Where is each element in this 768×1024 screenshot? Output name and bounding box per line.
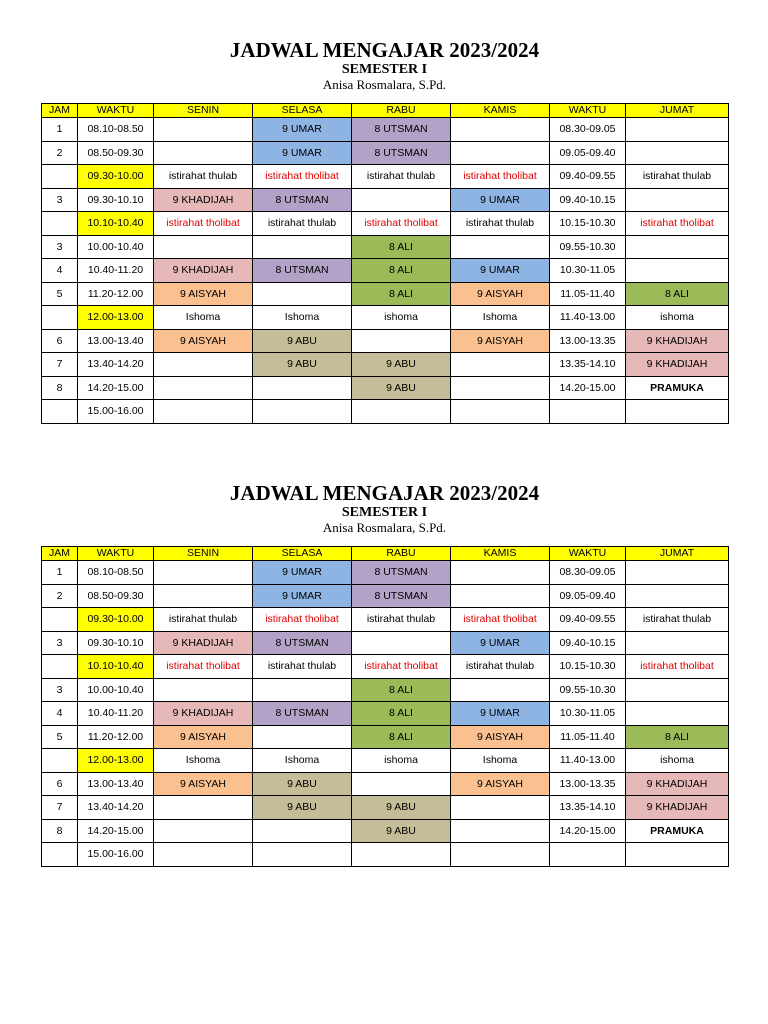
table-row <box>42 725 729 749</box>
cell-waktu-jumat <box>550 400 626 424</box>
cell-jumat <box>626 400 729 424</box>
table-row <box>42 608 729 632</box>
cell-waktu-jumat: 10.30-11.05 <box>550 702 626 726</box>
cell-waktu: 10.10-10.40 <box>78 655 154 679</box>
cell-senin <box>154 843 253 867</box>
cell-jumat <box>626 631 729 655</box>
cell-selasa: istirahat thulab <box>253 655 352 679</box>
cell-rabu: ishoma <box>352 306 451 330</box>
cell-senin: istirahat tholibat <box>154 655 253 679</box>
cell-jumat <box>626 678 729 702</box>
cell-waktu: 10.10-10.40 <box>78 212 154 236</box>
cell-selasa <box>253 282 352 306</box>
cell-waktu-jumat: 09.55-10.30 <box>550 235 626 259</box>
cell-jumat: istirahat tholibat <box>626 655 729 679</box>
cell-waktu: 09.30-10.00 <box>78 608 154 632</box>
table-row <box>42 819 729 843</box>
table-row <box>42 772 729 796</box>
table-body <box>42 561 729 867</box>
col-header-rabu: RABU <box>352 104 451 118</box>
schedule-block-1 <box>41 38 728 424</box>
col-header-jam: JAM <box>42 104 78 118</box>
cell-waktu-jumat: 10.30-11.05 <box>550 259 626 283</box>
cell-kamis <box>451 353 550 377</box>
cell-jam: 1 <box>42 118 78 142</box>
col-header-senin: SENIN <box>154 104 253 118</box>
cell-kamis: istirahat tholibat <box>451 608 550 632</box>
schedule-title: JADWAL MENGAJAR 2023/2024 <box>229 481 540 505</box>
cell-waktu: 10.00-10.40 <box>78 678 154 702</box>
cell-selasa: 9 UMAR <box>253 561 352 585</box>
cell-senin <box>154 678 253 702</box>
cell-kamis: istirahat thulab <box>451 212 550 236</box>
cell-kamis: 9 UMAR <box>451 188 550 212</box>
cell-jumat <box>626 259 729 283</box>
cell-jam: 4 <box>42 702 78 726</box>
cell-jam <box>42 212 78 236</box>
table-row <box>42 141 729 165</box>
col-header-senin: SENIN <box>154 547 253 561</box>
cell-rabu: 8 UTSMAN <box>352 584 451 608</box>
cell-rabu <box>352 772 451 796</box>
cell-selasa: 8 UTSMAN <box>253 702 352 726</box>
cell-jumat <box>626 561 729 585</box>
cell-jumat: 9 KHADIJAH <box>626 329 729 353</box>
col-header-waktu-jumat: WAKTU <box>550 547 626 561</box>
cell-rabu: 9 ABU <box>352 353 451 377</box>
cell-waktu-jumat: 09.05-09.40 <box>550 584 626 608</box>
cell-senin: 9 AISYAH <box>154 772 253 796</box>
cell-waktu: 08.10-08.50 <box>78 118 154 142</box>
cell-rabu: 9 ABU <box>352 796 451 820</box>
cell-waktu: 13.40-14.20 <box>78 796 154 820</box>
table-row <box>42 353 729 377</box>
cell-selasa: Ishoma <box>253 749 352 773</box>
cell-selasa: 9 UMAR <box>253 141 352 165</box>
cell-senin <box>154 141 253 165</box>
col-header-jam: JAM <box>42 547 78 561</box>
cell-waktu: 11.20-12.00 <box>78 282 154 306</box>
cell-jam <box>42 608 78 632</box>
cell-rabu: 8 ALI <box>352 678 451 702</box>
cell-selasa: istirahat tholibat <box>253 608 352 632</box>
teacher-name: Anisa Rosmalara, S.Pd. <box>322 520 447 535</box>
cell-jumat: 9 KHADIJAH <box>626 772 729 796</box>
cell-waktu: 10.00-10.40 <box>78 235 154 259</box>
cell-jumat: ishoma <box>626 749 729 773</box>
header-row <box>42 104 729 118</box>
cell-jumat: 8 ALI <box>626 725 729 749</box>
cell-jam: 3 <box>42 678 78 702</box>
cell-waktu: 08.50-09.30 <box>78 584 154 608</box>
cell-senin <box>154 584 253 608</box>
cell-waktu-jumat: 13.00-13.35 <box>550 772 626 796</box>
cell-rabu <box>352 631 451 655</box>
cell-waktu-jumat: 09.55-10.30 <box>550 678 626 702</box>
cell-waktu: 08.50-09.30 <box>78 141 154 165</box>
cell-jam: 2 <box>42 584 78 608</box>
cell-rabu: 8 ALI <box>352 702 451 726</box>
cell-jam <box>42 400 78 424</box>
cell-jam: 1 <box>42 561 78 585</box>
cell-waktu: 09.30-10.10 <box>78 188 154 212</box>
cell-rabu: 8 UTSMAN <box>352 118 451 142</box>
cell-kamis <box>451 235 550 259</box>
cell-waktu: 15.00-16.00 <box>78 400 154 424</box>
cell-jumat: istirahat tholibat <box>626 212 729 236</box>
cell-jumat <box>626 188 729 212</box>
col-header-kamis: KAMIS <box>451 547 550 561</box>
cell-kamis: 9 UMAR <box>451 631 550 655</box>
cell-kamis <box>451 141 550 165</box>
cell-selasa: 9 ABU <box>253 353 352 377</box>
col-header-jumat: JUMAT <box>626 104 729 118</box>
cell-jam: 5 <box>42 725 78 749</box>
cell-senin: 9 AISYAH <box>154 329 253 353</box>
cell-waktu: 09.30-10.10 <box>78 631 154 655</box>
cell-waktu-jumat: 11.05-11.40 <box>550 282 626 306</box>
cell-jumat <box>626 584 729 608</box>
table-row <box>42 188 729 212</box>
cell-senin: 9 AISYAH <box>154 725 253 749</box>
cell-waktu: 09.30-10.00 <box>78 165 154 189</box>
cell-kamis <box>451 584 550 608</box>
cell-jumat <box>626 702 729 726</box>
cell-senin: Ishoma <box>154 749 253 773</box>
table-row <box>42 282 729 306</box>
schedule-title: JADWAL MENGAJAR 2023/2024 <box>229 38 540 62</box>
cell-jam <box>42 306 78 330</box>
cell-selasa: Ishoma <box>253 306 352 330</box>
cell-selasa <box>253 235 352 259</box>
cell-waktu: 14.20-15.00 <box>78 819 154 843</box>
cell-senin: Ishoma <box>154 306 253 330</box>
cell-jam: 6 <box>42 772 78 796</box>
cell-jumat <box>626 118 729 142</box>
col-header-waktu-jumat: WAKTU <box>550 104 626 118</box>
cell-jam: 6 <box>42 329 78 353</box>
cell-senin: istirahat thulab <box>154 165 253 189</box>
cell-selasa: 8 UTSMAN <box>253 259 352 283</box>
cell-waktu-jumat: 09.40-09.55 <box>550 165 626 189</box>
cell-rabu: 8 UTSMAN <box>352 141 451 165</box>
cell-kamis: 9 UMAR <box>451 259 550 283</box>
cell-jumat <box>626 235 729 259</box>
cell-waktu-jumat: 14.20-15.00 <box>550 819 626 843</box>
cell-rabu <box>352 843 451 867</box>
cell-waktu-jumat: 09.40-10.15 <box>550 631 626 655</box>
cell-senin <box>154 400 253 424</box>
cell-senin <box>154 376 253 400</box>
cell-jam: 5 <box>42 282 78 306</box>
cell-rabu: 9 ABU <box>352 819 451 843</box>
cell-kamis <box>451 819 550 843</box>
cell-waktu-jumat: 08.30-09.05 <box>550 118 626 142</box>
cell-selasa: 9 UMAR <box>253 584 352 608</box>
cell-selasa <box>253 725 352 749</box>
table-row <box>42 376 729 400</box>
cell-selasa: 9 ABU <box>253 772 352 796</box>
cell-kamis <box>451 561 550 585</box>
cell-kamis: 9 AISYAH <box>451 282 550 306</box>
cell-jam <box>42 843 78 867</box>
cell-senin <box>154 561 253 585</box>
cell-jumat: PRAMUKA <box>626 819 729 843</box>
cell-jam <box>42 749 78 773</box>
table-row <box>42 561 729 585</box>
schedule-block-2 <box>41 481 728 867</box>
cell-jam: 3 <box>42 631 78 655</box>
cell-kamis <box>451 118 550 142</box>
table-row <box>42 165 729 189</box>
cell-waktu-jumat: 10.15-10.30 <box>550 212 626 236</box>
cell-jumat: istirahat thulab <box>626 165 729 189</box>
cell-waktu: 14.20-15.00 <box>78 376 154 400</box>
cell-senin: istirahat thulab <box>154 608 253 632</box>
table-row <box>42 329 729 353</box>
cell-jumat <box>626 843 729 867</box>
col-header-rabu: RABU <box>352 547 451 561</box>
cell-selasa: 9 ABU <box>253 796 352 820</box>
table-row <box>42 796 729 820</box>
cell-jumat: istirahat thulab <box>626 608 729 632</box>
cell-senin: 9 KHADIJAH <box>154 702 253 726</box>
cell-kamis <box>451 400 550 424</box>
cell-selasa: 8 UTSMAN <box>253 188 352 212</box>
cell-rabu: istirahat thulab <box>352 608 451 632</box>
cell-kamis: 9 UMAR <box>451 702 550 726</box>
cell-rabu <box>352 400 451 424</box>
cell-selasa <box>253 843 352 867</box>
cell-senin <box>154 819 253 843</box>
cell-senin <box>154 118 253 142</box>
cell-jam: 4 <box>42 259 78 283</box>
cell-waktu: 15.00-16.00 <box>78 843 154 867</box>
cell-selasa: istirahat thulab <box>253 212 352 236</box>
table-body <box>42 118 729 424</box>
cell-waktu-jumat: 09.40-10.15 <box>550 188 626 212</box>
cell-jumat: 8 ALI <box>626 282 729 306</box>
table-row <box>42 118 729 142</box>
cell-selasa <box>253 678 352 702</box>
cell-kamis: 9 AISYAH <box>451 329 550 353</box>
cell-waktu-jumat: 11.05-11.40 <box>550 725 626 749</box>
semester-label: SEMESTER I <box>341 505 428 520</box>
cell-selasa <box>253 400 352 424</box>
cell-selasa <box>253 819 352 843</box>
cell-waktu-jumat: 09.05-09.40 <box>550 141 626 165</box>
cell-waktu: 10.40-11.20 <box>78 259 154 283</box>
cell-waktu: 10.40-11.20 <box>78 702 154 726</box>
table-row <box>42 631 729 655</box>
cell-waktu-jumat: 11.40-13.00 <box>550 306 626 330</box>
cell-rabu: 9 ABU <box>352 376 451 400</box>
cell-senin: istirahat tholibat <box>154 212 253 236</box>
cell-waktu: 08.10-08.50 <box>78 561 154 585</box>
cell-rabu: 8 ALI <box>352 725 451 749</box>
cell-waktu-jumat: 14.20-15.00 <box>550 376 626 400</box>
cell-waktu-jumat: 11.40-13.00 <box>550 749 626 773</box>
table-row <box>42 212 729 236</box>
col-header-waktu: WAKTU <box>78 104 154 118</box>
table-row <box>42 235 729 259</box>
col-header-selasa: SELASA <box>253 104 352 118</box>
table-row <box>42 584 729 608</box>
cell-jam: 3 <box>42 235 78 259</box>
cell-kamis <box>451 796 550 820</box>
table-row <box>42 678 729 702</box>
cell-kamis: istirahat thulab <box>451 655 550 679</box>
cell-waktu: 13.40-14.20 <box>78 353 154 377</box>
cell-waktu: 12.00-13.00 <box>78 749 154 773</box>
cell-senin: 9 AISYAH <box>154 282 253 306</box>
cell-waktu-jumat: 13.00-13.35 <box>550 329 626 353</box>
cell-waktu: 13.00-13.40 <box>78 772 154 796</box>
cell-kamis: 9 AISYAH <box>451 772 550 796</box>
cell-jumat: PRAMUKA <box>626 376 729 400</box>
cell-jumat: 9 KHADIJAH <box>626 353 729 377</box>
schedule-table <box>41 546 729 867</box>
cell-waktu-jumat: 13.35-14.10 <box>550 353 626 377</box>
table-row <box>42 843 729 867</box>
table-row <box>42 749 729 773</box>
cell-waktu-jumat <box>550 843 626 867</box>
cell-rabu: ishoma <box>352 749 451 773</box>
table-row <box>42 306 729 330</box>
cell-waktu: 13.00-13.40 <box>78 329 154 353</box>
cell-waktu-jumat: 08.30-09.05 <box>550 561 626 585</box>
cell-senin: 9 KHADIJAH <box>154 188 253 212</box>
cell-waktu: 12.00-13.00 <box>78 306 154 330</box>
schedule-table <box>41 103 729 424</box>
cell-rabu: 8 ALI <box>352 235 451 259</box>
col-header-jumat: JUMAT <box>626 547 729 561</box>
cell-rabu: istirahat tholibat <box>352 212 451 236</box>
cell-rabu: 8 UTSMAN <box>352 561 451 585</box>
header-row <box>42 547 729 561</box>
col-header-selasa: SELASA <box>253 547 352 561</box>
cell-jumat <box>626 141 729 165</box>
cell-kamis <box>451 678 550 702</box>
cell-jumat: ishoma <box>626 306 729 330</box>
cell-jam: 7 <box>42 796 78 820</box>
cell-kamis: istirahat tholibat <box>451 165 550 189</box>
teacher-name: Anisa Rosmalara, S.Pd. <box>322 77 447 92</box>
cell-kamis <box>451 843 550 867</box>
cell-jam: 8 <box>42 376 78 400</box>
cell-waktu: 11.20-12.00 <box>78 725 154 749</box>
table-row <box>42 702 729 726</box>
cell-jumat: 9 KHADIJAH <box>626 796 729 820</box>
cell-rabu: istirahat tholibat <box>352 655 451 679</box>
cell-senin <box>154 796 253 820</box>
cell-rabu: 8 ALI <box>352 282 451 306</box>
cell-kamis <box>451 376 550 400</box>
cell-jam: 3 <box>42 188 78 212</box>
cell-senin: 9 KHADIJAH <box>154 259 253 283</box>
cell-jam: 7 <box>42 353 78 377</box>
cell-waktu-jumat: 13.35-14.10 <box>550 796 626 820</box>
cell-kamis: 9 AISYAH <box>451 725 550 749</box>
cell-selasa: 9 ABU <box>253 329 352 353</box>
cell-jam <box>42 655 78 679</box>
col-header-kamis: KAMIS <box>451 104 550 118</box>
table-row <box>42 400 729 424</box>
cell-selasa: 9 UMAR <box>253 118 352 142</box>
cell-waktu-jumat: 10.15-10.30 <box>550 655 626 679</box>
cell-rabu: 8 ALI <box>352 259 451 283</box>
cell-senin <box>154 353 253 377</box>
cell-jam: 2 <box>42 141 78 165</box>
cell-senin <box>154 235 253 259</box>
cell-waktu-jumat: 09.40-09.55 <box>550 608 626 632</box>
cell-kamis: Ishoma <box>451 749 550 773</box>
table-row <box>42 655 729 679</box>
cell-rabu: istirahat thulab <box>352 165 451 189</box>
semester-label: SEMESTER I <box>341 62 428 77</box>
cell-selasa <box>253 376 352 400</box>
cell-jam: 8 <box>42 819 78 843</box>
cell-selasa: 8 UTSMAN <box>253 631 352 655</box>
col-header-waktu: WAKTU <box>78 547 154 561</box>
cell-jam <box>42 165 78 189</box>
cell-rabu <box>352 188 451 212</box>
cell-selasa: istirahat tholibat <box>253 165 352 189</box>
cell-kamis: Ishoma <box>451 306 550 330</box>
cell-senin: 9 KHADIJAH <box>154 631 253 655</box>
table-row <box>42 259 729 283</box>
cell-rabu <box>352 329 451 353</box>
